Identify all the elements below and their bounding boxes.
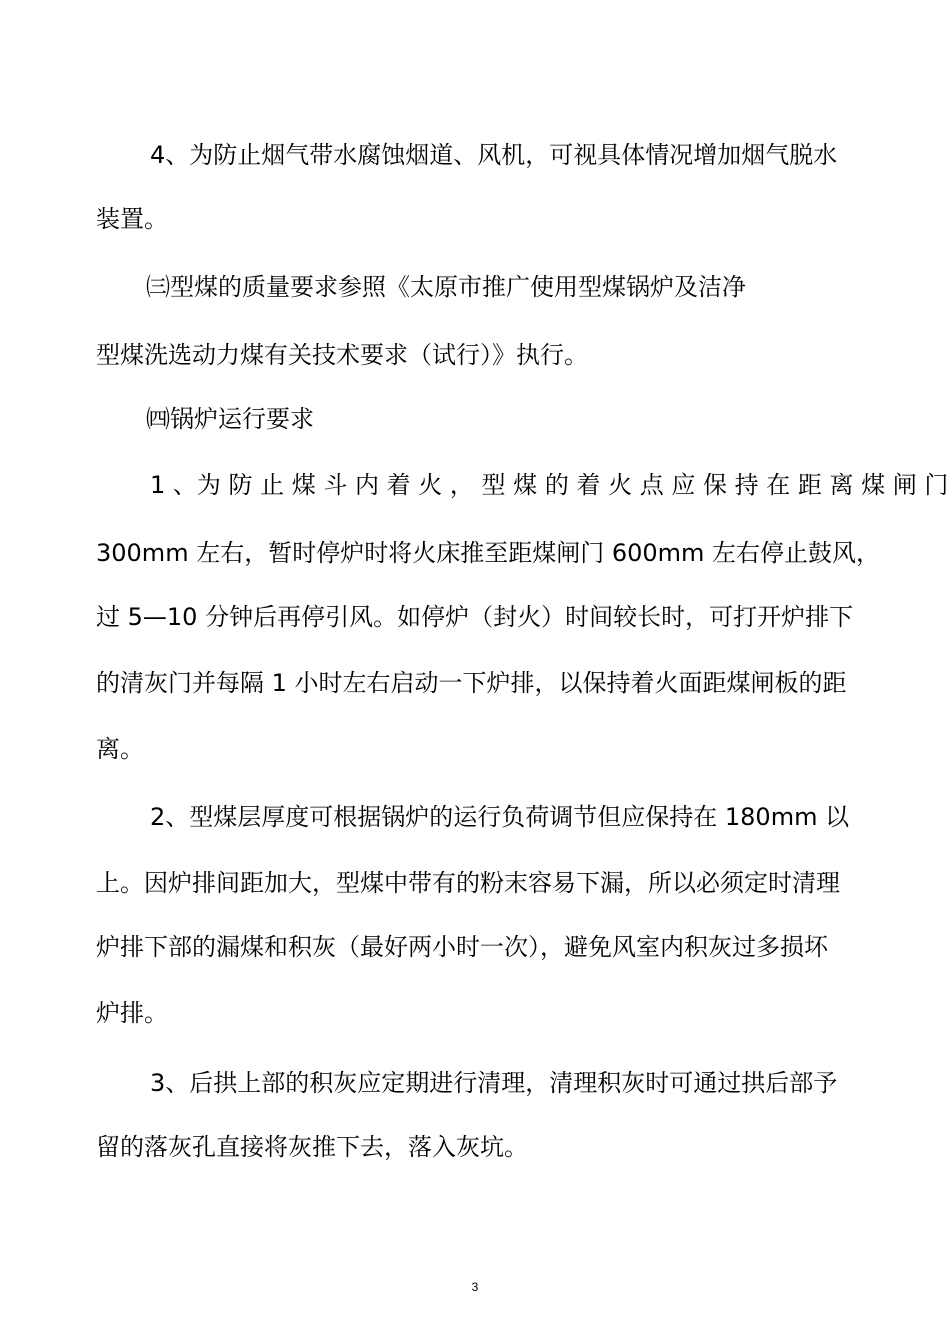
section-4-heading: ㈣锅炉运行要求	[146, 405, 314, 433]
requirement-1-line-3: 过 5—10 分钟后再停引风。如停炉（封火）时间较长时，可打开炉排下	[96, 603, 854, 631]
page-number: 3	[471, 1280, 479, 1294]
requirement-3-line-1: 3、后拱上部的积灰应定期进行清理，清理积灰时可通过拱后部予	[150, 1069, 838, 1097]
requirement-2-line-4: 炉排。	[96, 999, 168, 1027]
section-3-line-1: ㈢型煤的质量要求参照《太原市推广使用型煤锅炉及洁净	[146, 273, 746, 301]
paragraph-4-line-1: 4、为防止烟气带水腐蚀烟道、风机，可视具体情况增加烟气脱水	[150, 141, 838, 169]
requirement-2-line-1: 2、型煤层厚度可根据锅炉的运行负荷调节但应保持在 180mm 以	[150, 803, 850, 831]
requirement-1-line-4: 的清灰门并每隔 1 小时左右启动一下炉排，以保持着火面距煤闸板的距	[96, 669, 847, 697]
requirement-2-line-2: 上。因炉排间距加大，型煤中带有的粉末容易下漏，所以必须定时清理	[96, 869, 840, 897]
requirement-1-line-5: 离。	[96, 735, 144, 763]
requirement-2-line-3: 炉排下部的漏煤和积灰（最好两小时一次），避免风室内积灰过多损坏	[96, 933, 828, 961]
paragraph-4-line-2: 装置。	[96, 205, 168, 233]
section-3-line-2: 型煤洗选动力煤有关技术要求（试行）》执行。	[96, 341, 588, 369]
requirement-3-line-2: 留的落灰孔直接将灰推下去，落入灰坑。	[96, 1133, 528, 1161]
requirement-1-line-1: 1 、为 防 止 煤 斗 内 着 火 ， 型 煤 的 着 火 点 应 保 持 在 距 离 煤 闸 门	[150, 471, 949, 499]
requirement-1-line-2: 300mm 左右，暂时停炉时将火床推至距煤闸门 600mm 左右停止鼓风，	[96, 539, 881, 567]
